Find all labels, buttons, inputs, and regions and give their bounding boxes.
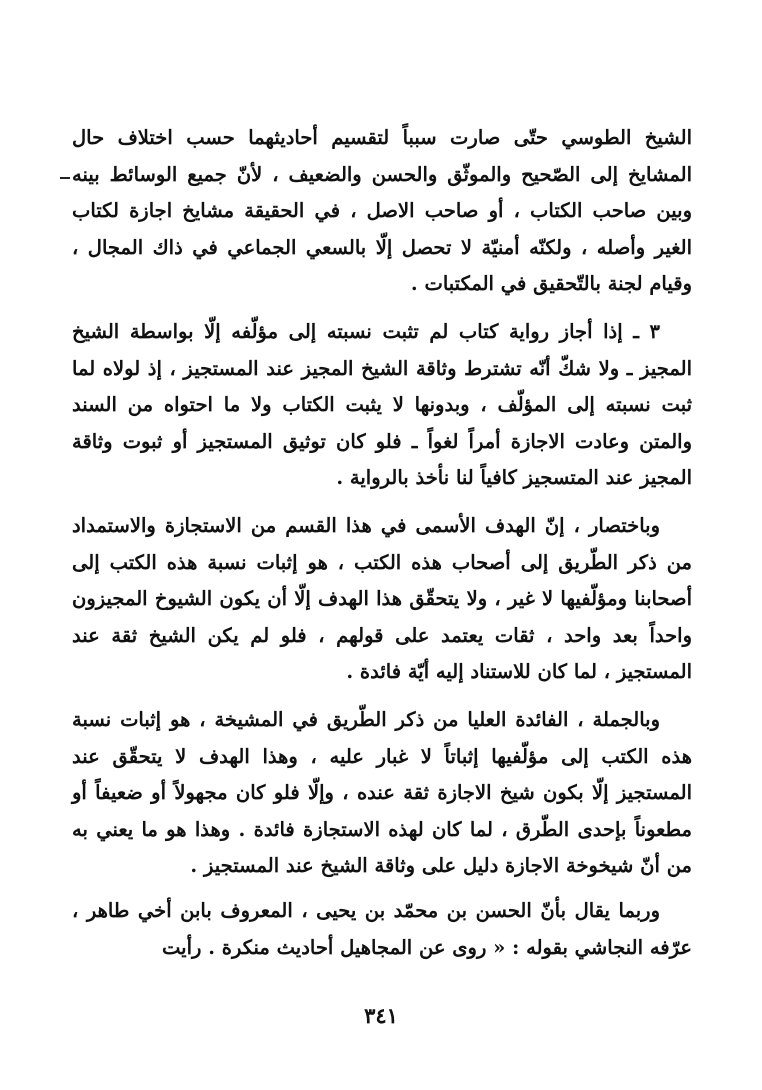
page-number: ٣٤١	[364, 1003, 398, 1028]
paragraph-4	[72, 702, 692, 885]
margin-dash-mark	[60, 177, 70, 179]
paragraph-1	[72, 120, 692, 303]
paragraph-3-text: وباختصار ، إنّ الهدف الأسمى في هذا القسم من الاستجازة والاستمداد من ذكر الطّريق إلى أصحاب هذه الكتب ، هو إثبات نسبة هذه الكتب إلى أصحابنا ومؤلّفيها لا غير ، ولا يتحقّق هذا الهدف إلّا أن يكون الشيوخ المجيزون واحداً بعد واحد ، ثقات يعتمد على قولهم ، فلو لم يكن الشيخ ثقة عند المستجيز ، لما كان للاستناد إليه أيّة فائدة .	[72, 514, 692, 683]
paragraph-5	[72, 893, 692, 966]
paragraph-4-text: وبالجملة ، الفائدة العليا من ذكر الطّريق في المشيخة ، هو إثبات نسبة هذه الكتب إلى مؤلّفيها إثباتاً لا غبار عليه ، وهذا الهدف لا يتحقّق عند المستجيز إلّا بكون شيخ الاجازة ثقة عنده ، وإلّا فلو كان مجهولاً أو ضعيفاً أو مطعوناً بإحدى الطّرق ، لما كان لهذه الاستجازة فائدة . وهذا هو ما يعني به من أنّ شيخوخة الاجازة دليل على وثاقة الشيخ عند المستجيز .	[72, 708, 692, 877]
paragraph-1-text: الشيخ الطوسي حتّى صارت سبباً لتقسيم أحاديثهما حسب اختلاف حال المشايخ إلى الصّحيح والموثّق والحسن والضعيف ، لأنّ جميع الوسائط بينه وبين صاحب الكتاب ، أو صاحب الاصل ، في الحقيقة مشايخ اجازة لكتاب الغير وأصله ، ولكنّه أمنيّة لا تحصل إلّا بالسعي الجماعي في ذاك المجال ، وقيام لجنة بالتّحقيق في المكتبات .	[72, 126, 692, 295]
paragraph-2	[72, 314, 692, 497]
paragraph-3	[72, 508, 692, 691]
paragraph-2-text: ٣ ـ إذا أجاز رواية كتاب لم تثبت نسبته إلى مؤلّفه إلّا بواسطة الشيخ المجيز ـ ولا شكّ أنّه تشترط وثاقة الشيخ المجيز عند المستجيز ، إذ لولاه لما ثبت نسبته إلى المؤلّف ، وبدونها لا يثبت الكتاب ولا ما احتواه من السند والمتن وعادت الاجازة أمراً لغواً ـ فلو كان توثيق المستجيز أو ثبوت وثاقة المجيز عند المتسجيز كافياً لنا نأخذ بالرواية .	[72, 320, 692, 489]
paragraph-5-text: وربما يقال بأنّ الحسن بن محمّد بن يحيى ، المعروف بابن أخي طاهر ، عرّفه النجاشي بقوله : « روى عن المجاهيل أحاديث منكرة . رأيت	[72, 899, 692, 959]
